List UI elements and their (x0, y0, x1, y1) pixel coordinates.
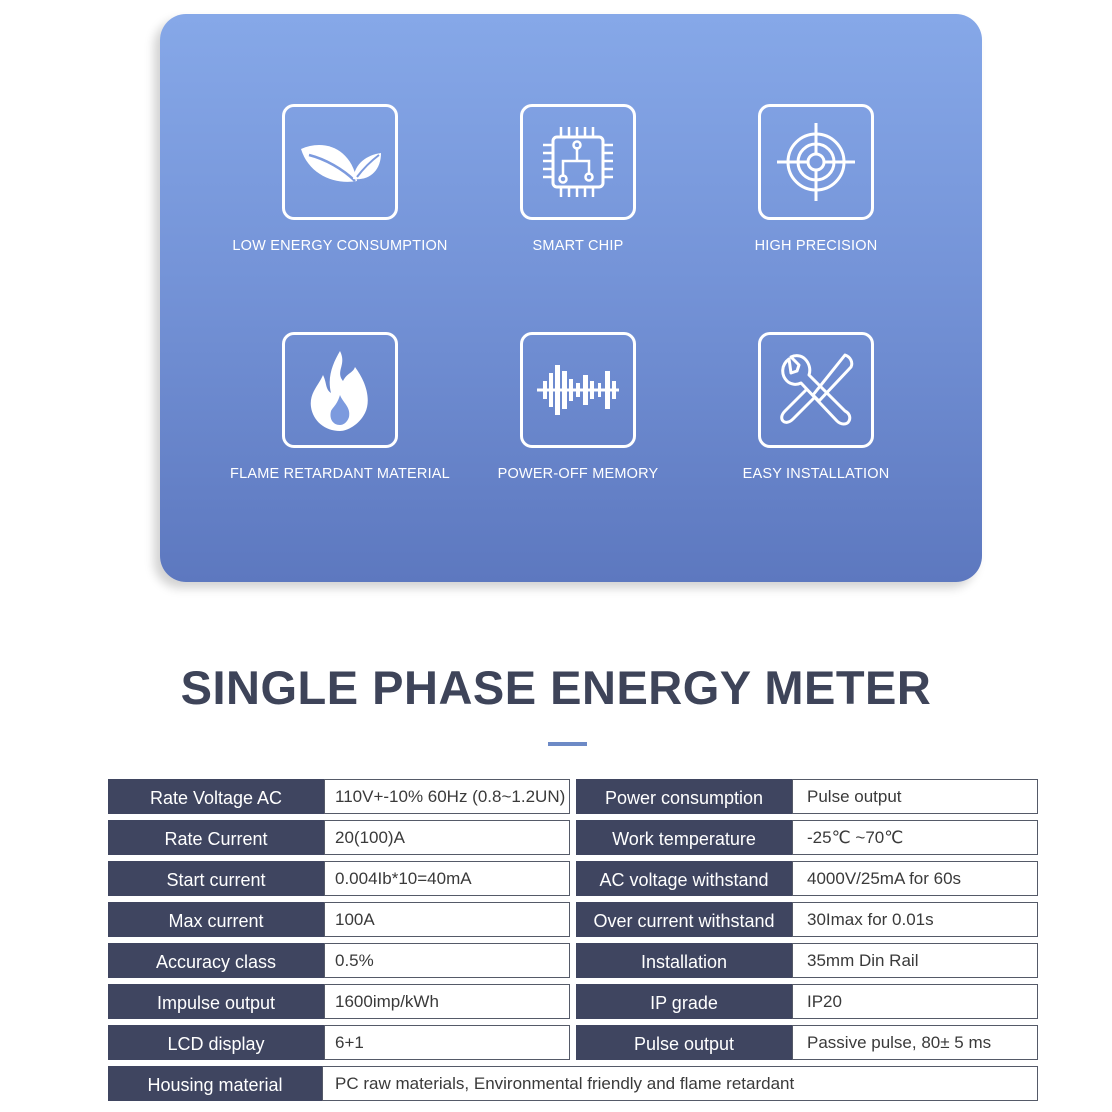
crosshair-icon (771, 117, 861, 207)
spec-key: Rate Current (108, 820, 324, 855)
feature-icon-box (520, 104, 636, 220)
spec-cell-pair (108, 984, 570, 1019)
spec-cell-pair (108, 861, 570, 896)
spec-key: Installation (576, 943, 792, 978)
spec-key: AC voltage withstand (576, 861, 792, 896)
spec-key: IP grade (576, 984, 792, 1019)
feature-smart-chip (458, 104, 698, 254)
feature-label: HIGH PRECISION (754, 238, 878, 254)
spec-key: Accuracy class (108, 943, 324, 978)
spec-cell-pair (108, 820, 570, 855)
spec-value: 110V+-10% 60Hz (0.8~1.2UN) (324, 779, 570, 814)
flame-icon (295, 345, 385, 435)
spec-value: 35mm Din Rail (792, 943, 1038, 978)
feature-icon-box (758, 332, 874, 448)
table-row (108, 984, 1038, 1019)
feature-low-energy (220, 104, 460, 254)
spec-value: Passive pulse, 80± 5 ms (792, 1025, 1038, 1060)
title-divider (548, 742, 587, 746)
spec-cell-pair (108, 943, 570, 978)
spec-value: 6+1 (324, 1025, 570, 1060)
feature-high-precision (696, 104, 936, 254)
waveform-icon (533, 345, 623, 435)
spec-cell-pair (576, 984, 1038, 1019)
table-row (108, 779, 1038, 814)
spec-key: Max current (108, 902, 324, 937)
spec-key: Start current (108, 861, 324, 896)
spec-key: Impulse output (108, 984, 324, 1019)
table-row (108, 943, 1038, 978)
feature-icon-box (520, 332, 636, 448)
spec-key: LCD display (108, 1025, 324, 1060)
spec-cell-pair (576, 779, 1038, 814)
feature-power-off-memory (458, 332, 698, 482)
feature-label: SMART CHIP (532, 238, 624, 254)
spec-key: Housing material (108, 1066, 322, 1101)
chip-icon (533, 117, 623, 207)
table-row (108, 1066, 1038, 1101)
spec-cell-pair (108, 1025, 570, 1060)
table-row (108, 820, 1038, 855)
feature-easy-installation (696, 332, 936, 482)
spec-value: 1600imp/kWh (324, 984, 570, 1019)
feature-label: FLAME RETARDANT MATERIAL (230, 466, 450, 482)
spec-value: 0.5% (324, 943, 570, 978)
spec-value: PC raw materials, Environmental friendly and flame retardant (322, 1066, 1038, 1101)
spec-cell-pair (108, 779, 570, 814)
leaf-icon (295, 117, 385, 207)
spec-value: 30Imax for 0.01s (792, 902, 1038, 937)
spec-cell-pair (576, 902, 1038, 937)
feature-icon-box (282, 332, 398, 448)
spec-value: 100A (324, 902, 570, 937)
table-row (108, 902, 1038, 937)
spec-value: 0.004Ib*10=40mA (324, 861, 570, 896)
feature-flame-retardant (220, 332, 460, 482)
spec-cell-pair (576, 861, 1038, 896)
spec-key: Pulse output (576, 1025, 792, 1060)
feature-label: POWER-OFF MEMORY (497, 466, 659, 482)
spec-cell-pair (576, 1025, 1038, 1060)
spec-value: 4000V/25mA for 60s (792, 861, 1038, 896)
spec-value: 20(100)A (324, 820, 570, 855)
spec-key: Rate Voltage AC (108, 779, 324, 814)
features-panel (160, 14, 982, 582)
spec-key: Over current withstand (576, 902, 792, 937)
spec-cell-pair (108, 902, 570, 937)
spec-cell-pair (576, 820, 1038, 855)
spec-value: -25℃ ~70℃ (792, 820, 1038, 855)
spec-key: Work temperature (576, 820, 792, 855)
tools-icon (771, 345, 861, 435)
page-title: SINGLE PHASE ENERGY METER (180, 661, 932, 714)
spec-value: Pulse output (792, 779, 1038, 814)
spec-key: Power consumption (576, 779, 792, 814)
table-row (108, 861, 1038, 896)
feature-icon-box (282, 104, 398, 220)
table-row (108, 1025, 1038, 1060)
feature-label: LOW ENERGY CONSUMPTION (232, 238, 448, 254)
spec-value: IP20 (792, 984, 1038, 1019)
spec-cell-pair (576, 943, 1038, 978)
feature-label: EASY INSTALLATION (742, 466, 890, 482)
feature-icon-box (758, 104, 874, 220)
spec-table (108, 779, 1038, 1107)
